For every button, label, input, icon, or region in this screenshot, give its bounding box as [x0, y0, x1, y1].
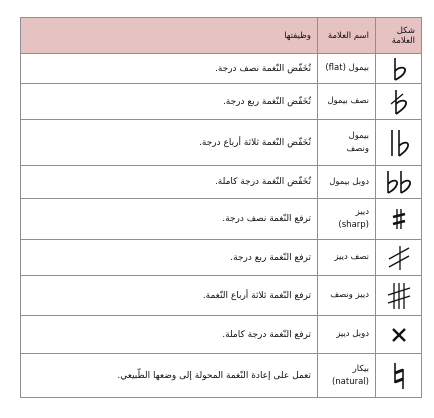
row-function: تُخَفّض النّغمة نصف درجة. [21, 54, 318, 84]
table-header-row [21, 18, 422, 54]
row-name: بيمول ونصف [318, 120, 376, 166]
row-function: تُخَفّض النّغمة ربع درجة. [21, 84, 318, 120]
row-function: ترفع النّغمة ثلاثة أرباع النّغمة. [21, 276, 318, 316]
header-name: اسم العلامة [318, 18, 376, 54]
table-row [21, 199, 422, 240]
double-sharp-icon [376, 316, 422, 354]
natural-icon [376, 354, 422, 398]
table-row [21, 276, 422, 316]
table-row [21, 166, 422, 199]
row-function: ترفع النّغمة نصف درجة. [21, 199, 318, 240]
header-function: وظيفتها [21, 18, 318, 54]
row-name: دوبل دييز [318, 316, 376, 354]
accidentals-table [20, 17, 422, 398]
row-name: نصف دييز [318, 240, 376, 276]
table-row [21, 54, 422, 84]
row-name: نصف بيمول [318, 84, 376, 120]
table-row [21, 84, 422, 120]
row-function: ترفع النّغمة ربع درجة. [21, 240, 318, 276]
row-function: تعمل على إعادة النّغمة المحولة إلى وضعها الطّبيعي. [21, 354, 318, 398]
row-name: دوبل بيمول [318, 166, 376, 199]
half-flat-icon [376, 84, 422, 120]
row-name: دييز (sharp) [318, 199, 376, 240]
half-sharp-icon [376, 240, 422, 276]
row-function: ترفع النّغمة درجة كاملة. [21, 316, 318, 354]
row-name: دييز ونصف [318, 276, 376, 316]
double-flat-icon [376, 166, 422, 199]
header-symbol: شكل العلامة [376, 18, 422, 54]
table-row [21, 316, 422, 354]
table-row [21, 240, 422, 276]
sharp-icon [376, 199, 422, 240]
sharp-and-half-icon [376, 276, 422, 316]
row-function: تُخَفّض النّغمة درجة كاملة. [21, 166, 318, 199]
flat-and-half-icon [376, 120, 422, 166]
row-name: بيكار (natural) [318, 354, 376, 398]
row-name: بيمول (flat) [318, 54, 376, 84]
row-function: تُخَفّض النّغمة ثلاثة أرباع درجة. [21, 120, 318, 166]
flat-icon [376, 54, 422, 84]
table-row [21, 120, 422, 166]
table-row [21, 354, 422, 398]
